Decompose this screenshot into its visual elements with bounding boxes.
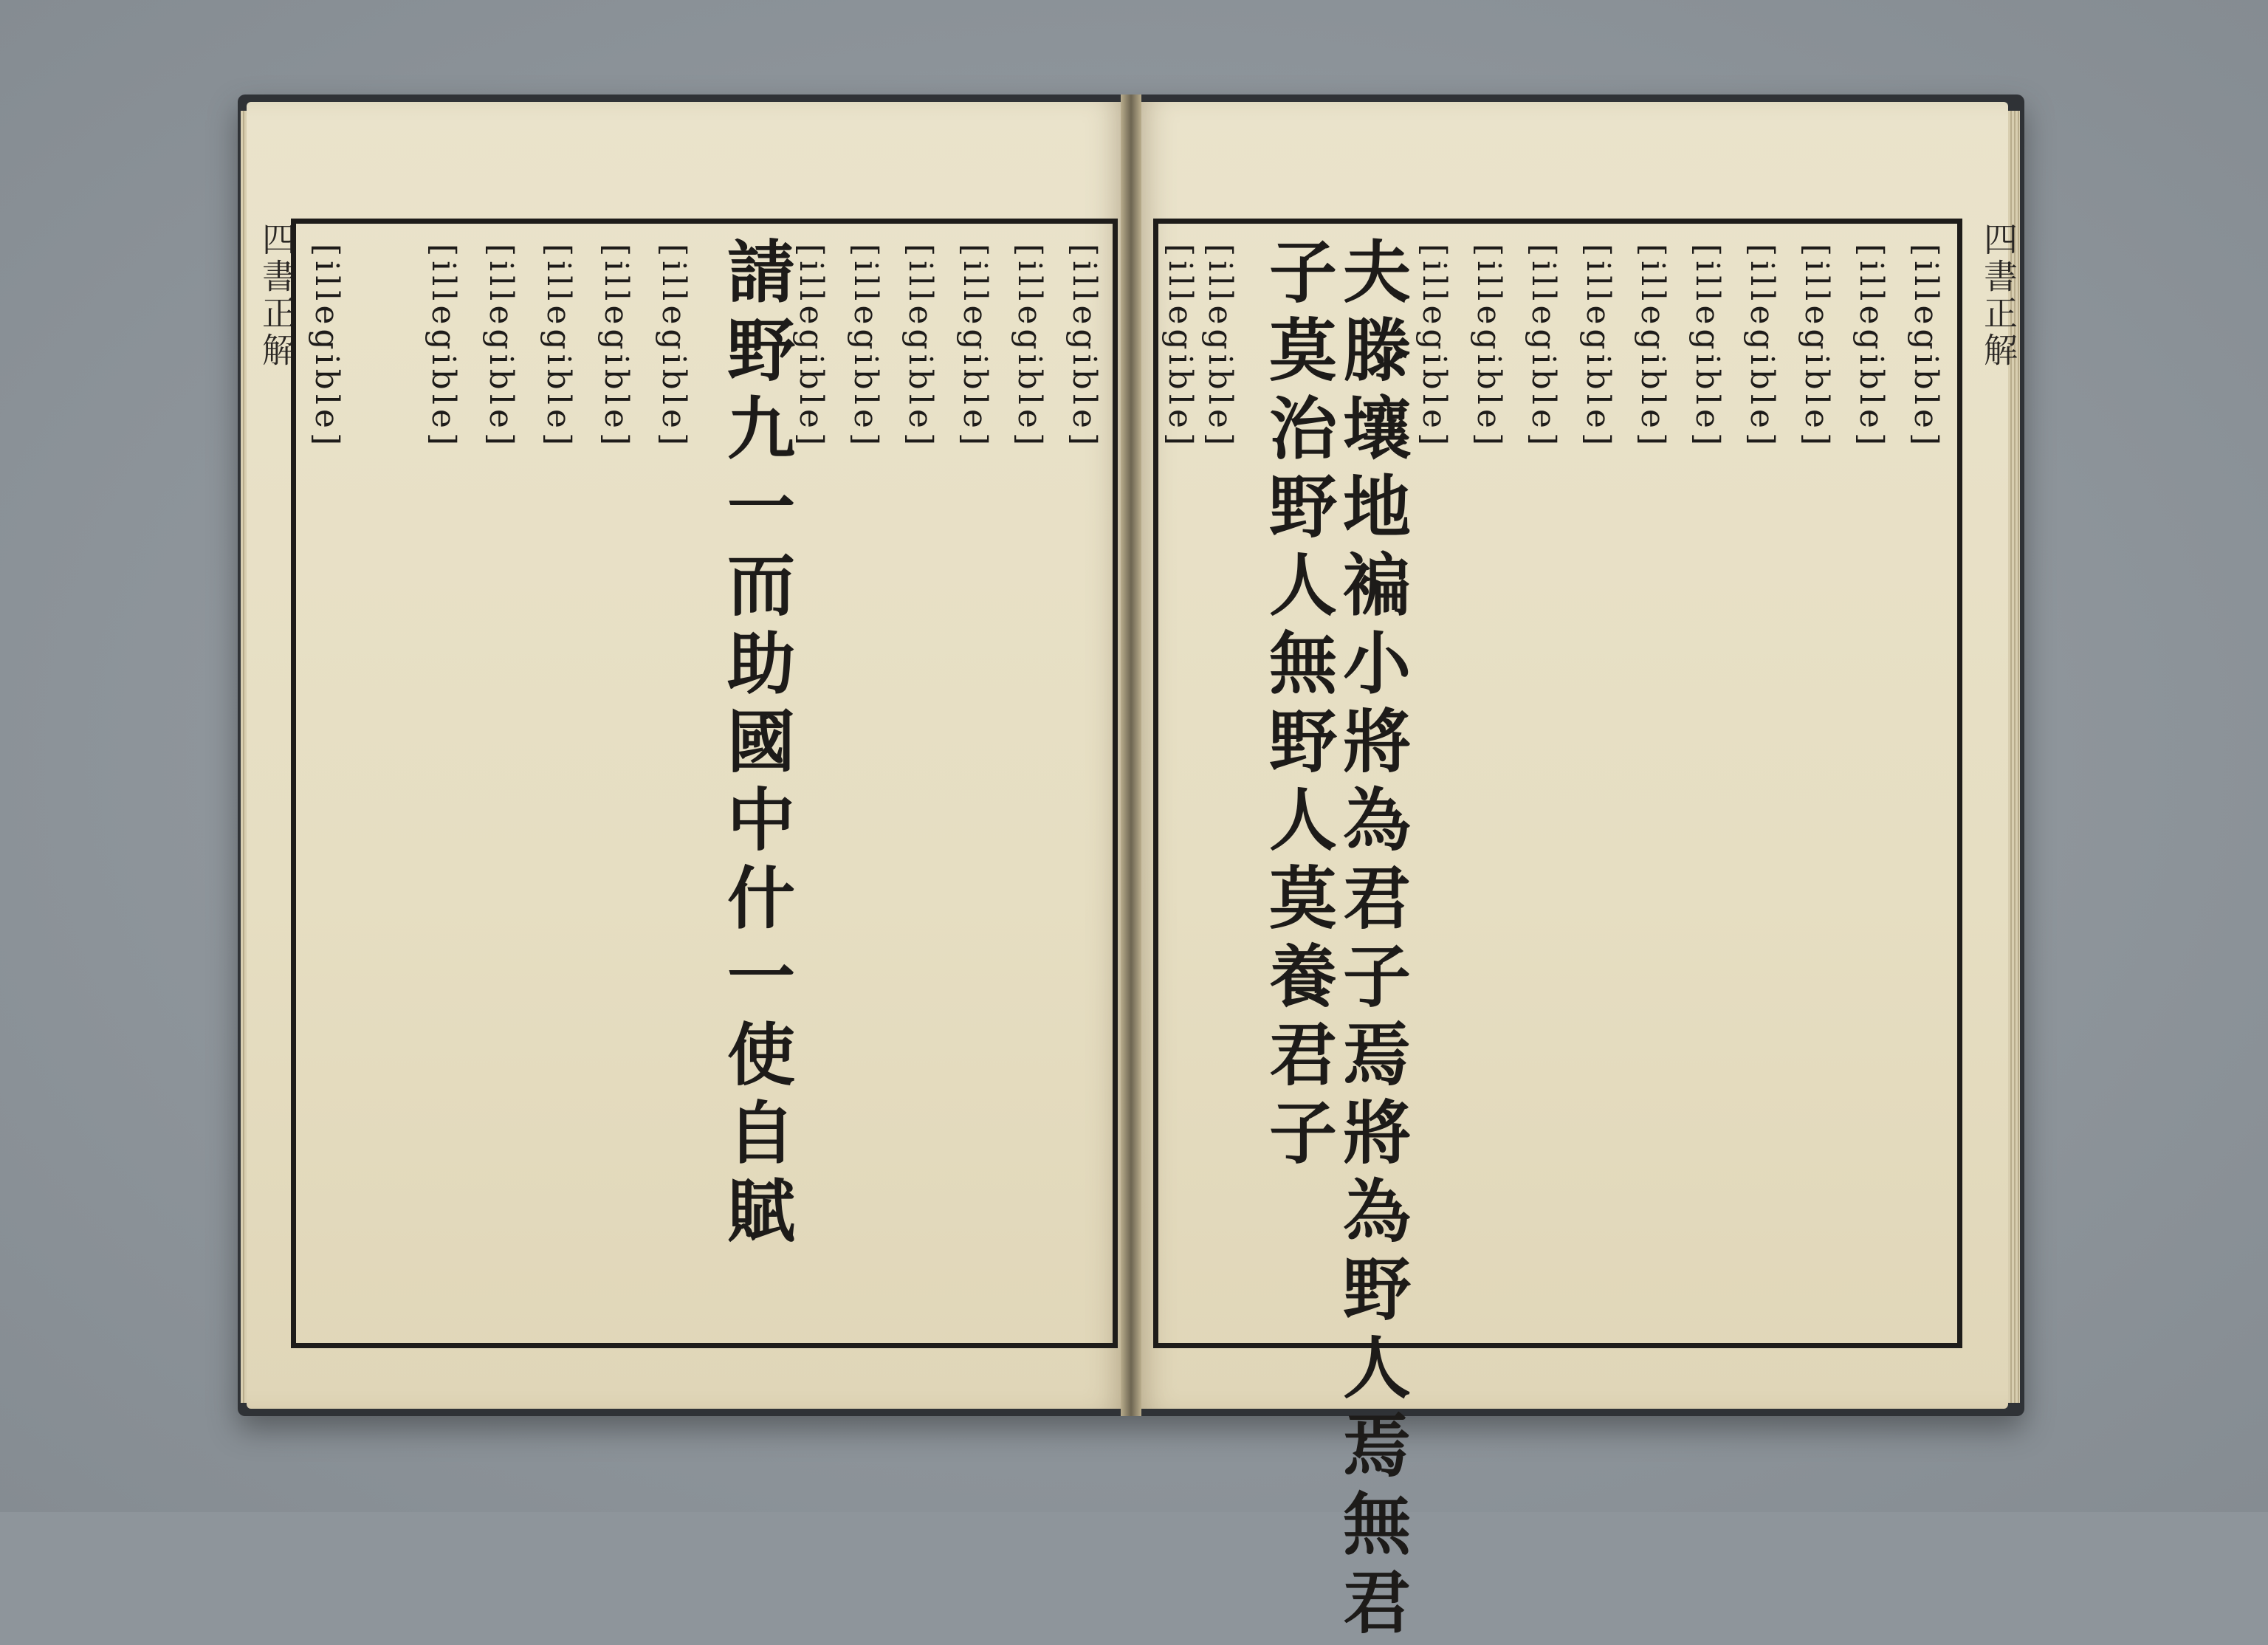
left-col-12: [illegible] — [308, 244, 346, 450]
left-col-4: [illegible] — [901, 244, 939, 450]
left-col-6: [illegible] — [792, 244, 830, 450]
right-col-10: [illegible] — [1415, 244, 1453, 450]
right-col-7: [illegible] — [1579, 244, 1617, 450]
left-headline: 請野九一而助國中什一使自賦 — [716, 236, 796, 1254]
left-col-8: [illegible] — [597, 244, 635, 450]
right-col-5: [illegible] — [1688, 244, 1726, 450]
left-col-2: [illegible] — [1011, 244, 1048, 450]
left-col-3: [illegible] — [956, 244, 994, 450]
right-col-8: [illegible] — [1525, 244, 1562, 450]
left-text-frame — [291, 219, 1118, 1348]
left-col-9: [illegible] — [540, 244, 577, 450]
right-col-1: [illegible] — [1907, 244, 1945, 450]
right-col-11: [illegible] — [1201, 244, 1239, 450]
right-margin-title: 四書正解 — [1979, 221, 2018, 369]
right-headline-1: 夫滕壤地褊小將為君子焉將為野人焉無君 — [1332, 236, 1412, 1645]
left-col-10: [illegible] — [482, 244, 520, 450]
right-headline-2: 子莫治野人無野人莫養君子 — [1258, 236, 1338, 1175]
right-col-3: [illegible] — [1798, 244, 1835, 450]
right-col-9: [illegible] — [1470, 244, 1508, 450]
left-margin-title: 四書正解 — [257, 221, 297, 369]
right-col-12: [illegible] — [1161, 244, 1199, 450]
right-col-4: [illegible] — [1743, 244, 1781, 450]
left-col-1: [illegible] — [1065, 244, 1103, 450]
left-col-11: [illegible] — [425, 244, 462, 450]
right-col-6: [illegible] — [1634, 244, 1671, 450]
book-gutter — [1121, 95, 1141, 1416]
left-col-5: [illegible] — [847, 244, 884, 450]
left-col-7: [illegible] — [655, 244, 693, 450]
right-col-2: [illegible] — [1852, 244, 1890, 450]
